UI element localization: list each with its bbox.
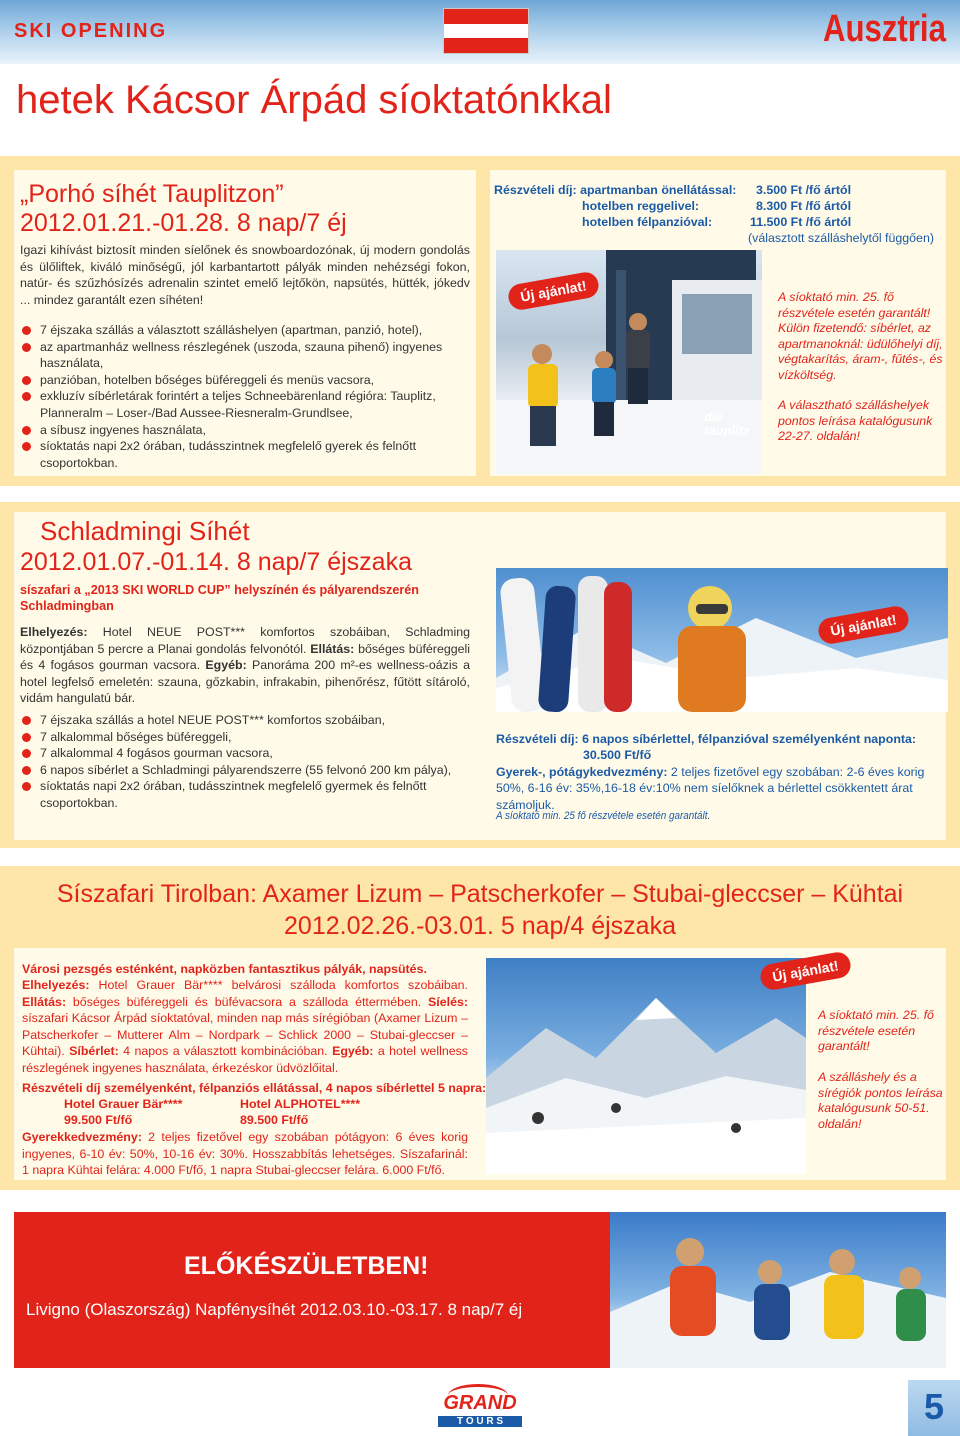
section-livigno (14, 1212, 946, 1368)
text-egyeb: a hotel wellness részlegének ingyenes használata, érkezéskor üdvözlőital. (22, 1044, 469, 1075)
schladming-photo (496, 568, 948, 712)
footer-bar (0, 1380, 960, 1436)
list-item: 7 éjszaka szállás a választott szálláshelyen (apartman, panzió, hotel), (22, 322, 472, 339)
label-gyerek: Gyerekkedvezmény: (22, 1130, 142, 1144)
tirol-title-2: 2012.02.26.-03.01. 5 nap/4 éjszaka (284, 912, 676, 940)
tirol-child-discount (22, 1129, 468, 1179)
price-label-felpanzio: hotelben félpanzióval: (582, 215, 713, 229)
list-item: 6 napos síbérlet a Schladmingi pályarendszerre (55 felvonó 200 km pálya), (22, 762, 472, 779)
list-item: 7 alkalommal 4 fogásos gourman vacsora, (22, 745, 472, 762)
tirol-price-1: 99.500 Ft/fő (64, 1113, 133, 1127)
list-item: síoktatás napi 2x2 órában, tudásszintnek megfelelő gyermek és felnőtt csoportokban. (22, 778, 472, 811)
label-elhelyezes: Elhelyezés: (22, 978, 90, 992)
price-value-felpanzio: 11.500 Ft /fő ártól (750, 215, 852, 229)
page-number-box (908, 1380, 960, 1436)
schladming-subtitle: síszafari a „2013 SKI WORLD CUP” helyszínén és pályarendszerén Schladmingban (20, 583, 419, 613)
skiers-group-illustration (610, 1212, 946, 1368)
schladming-title-1: Schladmingi Síhét (40, 516, 250, 546)
label-egyeb: Egyéb: (205, 658, 247, 673)
text-sieles: síszafari Kácsor Árpád síoktatóval, minden nap más sírégióban (Axamer Lizum – Patscherkofer – Mutterer Alm – Nordpark – Schlick 2000 – Stubai-gleccser – Kühtai). (22, 1011, 468, 1059)
tirol-lead: Városi pezsgés esténként, napközben fantasztikus pályák, napsütés. (22, 962, 427, 976)
tauplitz-side-note-1: A síoktató min. 25. fő részvétele esetén garantált! Külön fizetendő: síbérlet, az apartmanoknál: üdülőhelyi díj, végtakarítás, áram-, fűtés-, és vízköltség. (778, 290, 943, 382)
text-gyerek: 2 teljes fizetővel egy szobában pótágyon: 6 éves korig ingyenes, 6-10 év: 50%, 10-16 év: 30%. Hosszabbítás lehetséges. Síszafarinál: 1 napra Kühtai felára: 4.000 Ft/fő, 1 napra Stubai-gleccser felára. 6.000 Ft/fő. (22, 1130, 468, 1178)
list-item: a síbusz ingyenes használata, (22, 422, 472, 439)
header-bar (0, 0, 960, 64)
list-item: síoktatás napi 2x2 órában, tudásszintnek megfelelő gyerek és felnőtt csoportokban. (22, 438, 472, 471)
schladming-bullets (22, 712, 472, 812)
tirol-side-note-2: A szálláshely és a sírégiók pontos leírása katalógusunk 50-51. oldalán! (818, 1070, 943, 1131)
page-headline: hetek Kácsor Árpád síoktatónkkal (16, 78, 612, 122)
tirol-hotel-2: Hotel ALPHOTEL**** (240, 1097, 361, 1111)
logo-sub-text: T O U R S (438, 1416, 522, 1427)
price-value-apartman: 3.500 Ft /fő ártól (756, 183, 852, 197)
price-value-reggeli: 8.300 Ft /fő ártól (756, 199, 852, 213)
header-kicker: SKI OPENING (14, 20, 168, 42)
list-item: panzióban, hotelben bőséges büféreggeli és menüs vacsora, (22, 372, 472, 389)
tirol-description (22, 977, 468, 1077)
list-item: 7 éjszaka szállás a hotel NEUE POST*** komfortos szobáiban, (22, 712, 472, 729)
schladming-child-discount (496, 764, 930, 813)
label-egyeb: Egyéb: (332, 1044, 374, 1059)
schladming-price-line: Részvételi díj: 6 napos síbérlettel, félpanzióval személyenként naponta: (496, 732, 917, 746)
photo-sign-text: die tauplitz (704, 409, 750, 438)
livigno-title: ELŐKÉSZÜLETBEN! (184, 1252, 429, 1280)
schladming-description (20, 624, 470, 707)
label-ellatas: Ellátás: (22, 994, 67, 1009)
grand-tours-logo (434, 1384, 526, 1430)
label-ellatas: Ellátás: (310, 641, 355, 656)
tauplitz-title-2: 2012.01.21.-01.28. 8 nap/7 éj (20, 209, 347, 237)
text-sieberlet: 4 napos a választott kombinációban. (118, 1044, 333, 1059)
text-gyerek: 2 teljes fizetővel egy szobában: 2-6 éves korig 50%, 6-16 év: 35%,16-18 év:10% nem síelőknek a bérlettel csökkentett árat számoljuk. (496, 765, 925, 812)
tirol-hotel-1: Hotel Grauer Bär**** (64, 1097, 183, 1111)
mountain-illustration (486, 958, 806, 1174)
label-gyerek: Gyerek-, pótágykedvezmény: (496, 765, 668, 779)
price-note: (választott szálláshelytől függően) (748, 231, 934, 245)
list-item: exkluzív síbérletárak forintért a teljes Schneebärenland régióra: Tauplitz, Planneralm – Loser-/Bad Aussee-Riesneralm-Grundlsee, (22, 388, 472, 421)
tauplitz-bullets (22, 322, 472, 471)
new-offer-badge: Új ajánlat! (758, 950, 852, 991)
new-offer-badge: Új ajánlat! (506, 270, 600, 311)
austria-flag-icon (443, 8, 529, 54)
text-ellatas: bőséges büféreggeli és büfévacsora a szálloda éttermében. (66, 994, 429, 1009)
tauplitz-intro: Igazi kihívást biztosít minden síelőnek és snowboardozónak, új modern gondolás és ülőliftek, kiváló minőségű, jól karbantartott pályák minden nehézségi fokon, natúr- és szűzhósízés adrenalin szintet emelő lejtőkön, napsütés, hütték, jókedv ... mindez garantált ezen síhéten! (20, 243, 470, 307)
skier-illustration (496, 568, 948, 712)
tauplitz-side-note-2: A választható szálláshelyek pontos leírása katalógusunk 22-27. oldalán! (778, 398, 933, 444)
price-label-reggeli: hotelben reggelivel: (582, 199, 700, 213)
header-country: Ausztria (823, 8, 946, 50)
text-egyeb: Panoráma 200 m²-es wellness-oázis a hotel legfelső emeletén: szauna, gőzkabin, infrakabin, pihenőrész, fűtött sítároló, vidám hangulatú bár. (20, 658, 470, 706)
label-sieberlet: Síbérlet: (69, 1044, 119, 1059)
tirol-price-head: Részvételi díj személyenként, félpanziós ellátással, 4 napos síbérlettel 5 napra: (22, 1081, 487, 1095)
list-item: 7 alkalommal bőséges büféreggeli, (22, 729, 472, 746)
page-number: 5 (923, 1386, 945, 1427)
new-offer-badge: Új ajánlat! (816, 604, 910, 645)
section-tauplitz (0, 156, 960, 486)
tirol-title-1: Síszafari Tirolban: Axamer Lizum – Patscherkofer – Stubai-gleccser – Kühtai (56, 880, 904, 908)
livigno-text: Livigno (Olaszország) Napfénysíhét 2012.03.10.-03.17. 8 nap/7 éj (26, 1300, 523, 1319)
text-ellatas: bőséges büféreggeli és 4 fogásos gourman vacsora. (20, 641, 471, 673)
schladming-note: A síoktató min. 25 fő részvétele esetén garantált. (496, 810, 711, 822)
schladming-price-value: 30.500 Ft/fő (583, 748, 652, 762)
livigno-photo (610, 1212, 946, 1368)
list-item: az apartmanház wellness részlegének (uszoda, szauna pihenő) ingyenes használata, (22, 339, 472, 372)
text-elhelyezes: Hotel NEUE POST*** komfortos szobáiban, Schladming központjában 5 percre a Planai gondolás felvonótól. (20, 625, 470, 656)
label-elhelyezes: Elhelyezés: (20, 625, 88, 639)
logo-main-text: GRAND (443, 1392, 517, 1414)
section-schladming (0, 502, 960, 848)
label-sieles: Síelés: (428, 994, 468, 1009)
section-tirol (0, 866, 960, 1190)
tirol-price-2: 89.500 Ft/fő (240, 1113, 309, 1127)
text-elhelyezes: Hotel Grauer Bär**** belvárosi szálloda komfortos szobáiban. (89, 978, 468, 992)
schladming-title-2: 2012.01.07.-01.14. 8 nap/7 éjszaka (20, 548, 412, 576)
price-label-apartman: Részvételi díj: apartmanban önellátással: (494, 183, 737, 197)
tirol-photo (486, 958, 806, 1174)
tirol-side-note-1: A síoktató min. 25. fő részvétele esetén garantált! (818, 1008, 934, 1054)
tauplitz-title-1: „Porhó síhét Tauplitzon” (20, 180, 284, 208)
